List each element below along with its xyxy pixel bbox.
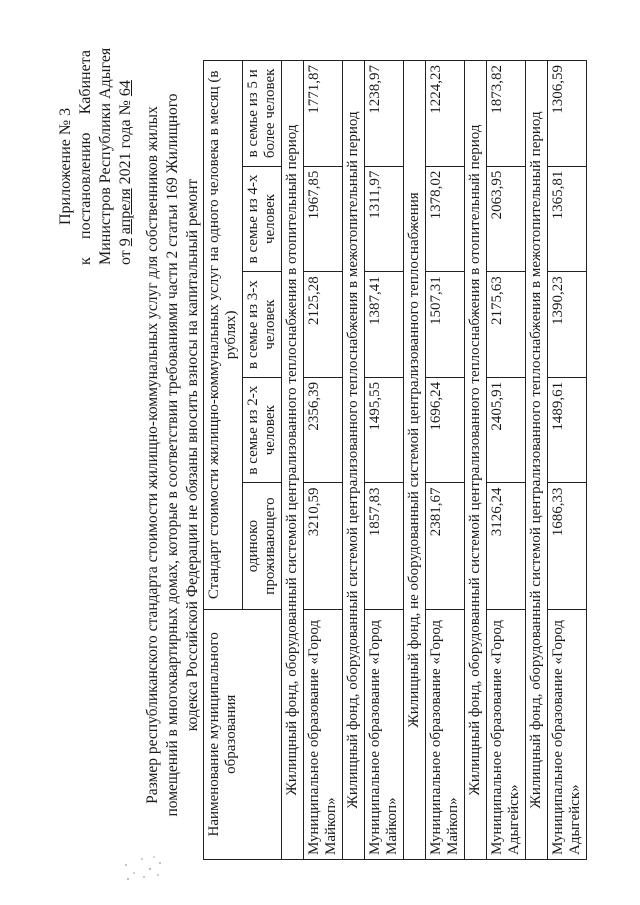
column-header-standard: Стандарт стоимости жилищно-коммунальных услуг на одного человека в месяц (в рублях) — [204, 61, 243, 610]
value-cell: 1489,61 — [548, 377, 587, 483]
faint-stamp-mark — [120, 851, 166, 885]
appendix-date-line — [116, 48, 136, 265]
value-cell: 2381,67 — [426, 483, 465, 609]
value-cell: 2125,28 — [304, 272, 343, 378]
section-heading: Жилищный фонд, оборудованный системой централизованного теплоснабжения в отопительный период — [465, 61, 487, 860]
table-row — [426, 61, 465, 860]
column-header-single: одиноко проживающего — [243, 483, 282, 609]
section-heading: Жилищный фонд, оборудованный системой централизованного теплоснабжения в межотопительный период — [343, 61, 365, 860]
section-heading: Жилищный фонд, не оборудованный системой централизованного теплоснабжения — [404, 61, 426, 860]
value-cell: 1507,31 — [426, 272, 465, 378]
table-row — [365, 61, 404, 860]
value-cell: 1390,23 — [548, 272, 587, 378]
column-header-family-4: в семье из 4-х человек — [243, 166, 282, 272]
date-month: апреля — [117, 188, 134, 235]
value-cell: 2356,39 — [304, 377, 343, 483]
value-cell: 1873,82 — [487, 61, 526, 167]
municipality-name: Муниципальное образование «Город Майкоп» — [304, 609, 343, 859]
value-cell: 1311,97 — [365, 166, 404, 272]
appendix-title: Приложение № 3 — [57, 107, 74, 225]
value-cell: 1378,02 — [426, 166, 465, 272]
municipality-name: Муниципальное образование «Город Майкоп» — [365, 609, 404, 859]
value-cell: 2063,95 — [487, 166, 526, 272]
date-day: 9 — [117, 238, 134, 247]
value-cell: 2405,91 — [487, 377, 526, 483]
appendix-line-2: Министров Республики Адыгея — [97, 47, 114, 265]
appendix-line-1-word: постановлению — [77, 132, 94, 239]
appendix-line-1-end: Кабинета — [77, 50, 94, 115]
column-header-family-2: в семье из 2-х человек — [243, 377, 282, 483]
value-cell: 1224,23 — [426, 61, 465, 167]
municipality-name: Муниципальное образование «Город Адыгейск» — [548, 609, 587, 859]
table-row — [548, 61, 587, 860]
value-cell: 1696,24 — [426, 377, 465, 483]
column-header-family-5: в семье из 5 и более человек — [243, 61, 282, 167]
document-title: Размер республиканского стандарта стоимости жилищно-коммунальных услуг для собственников жилых помещений в многоквартирных домах, которые в соответствии требованиями части 2 статьи 169 Жилищного кодекса Российской Федерации не обязаны вносить взносы на капитальный ремонт — [144, 93, 201, 817]
appendix-line-1-prep: к — [77, 257, 94, 265]
municipality-name: Муниципальное образование «Город Майкоп» — [426, 609, 465, 859]
value-cell: 1857,83 — [365, 483, 404, 609]
value-cell: 1387,41 — [365, 272, 404, 378]
value-cell: 1771,87 — [304, 61, 343, 167]
value-cell: 1967,85 — [304, 166, 343, 272]
appendix-header — [56, 48, 136, 265]
section-heading: Жилищный фонд, оборудованный системой централизованного теплоснабжения в межотопительный период — [526, 61, 548, 860]
value-cell: 1686,33 — [548, 483, 587, 609]
value-cell: 2175,63 — [487, 272, 526, 378]
column-header-family-3: в семье из 3-х человек — [243, 272, 282, 378]
decree-number: 64 — [117, 80, 134, 97]
standards-table — [203, 60, 587, 860]
table-row — [304, 61, 343, 860]
municipality-name: Муниципальное образование «Город Адыгейск» — [487, 609, 526, 859]
value-cell: 1495,55 — [365, 377, 404, 483]
value-cell: 1238,97 — [365, 61, 404, 167]
table-row — [487, 61, 526, 860]
value-cell: 3126,24 — [487, 483, 526, 609]
date-prefix: от — [117, 250, 134, 265]
section-heading: Жилищный фонд, оборудованный системой централизованного теплоснабжения в отопительный период — [282, 61, 304, 860]
column-header-name: Наименование муниципального образования — [204, 609, 282, 859]
value-cell: 1306,59 — [548, 61, 587, 167]
value-cell: 3210,59 — [304, 483, 343, 609]
value-cell: 1365,81 — [548, 166, 587, 272]
appendix-line-1 — [76, 50, 96, 265]
date-year: 2021 года № — [117, 100, 134, 185]
